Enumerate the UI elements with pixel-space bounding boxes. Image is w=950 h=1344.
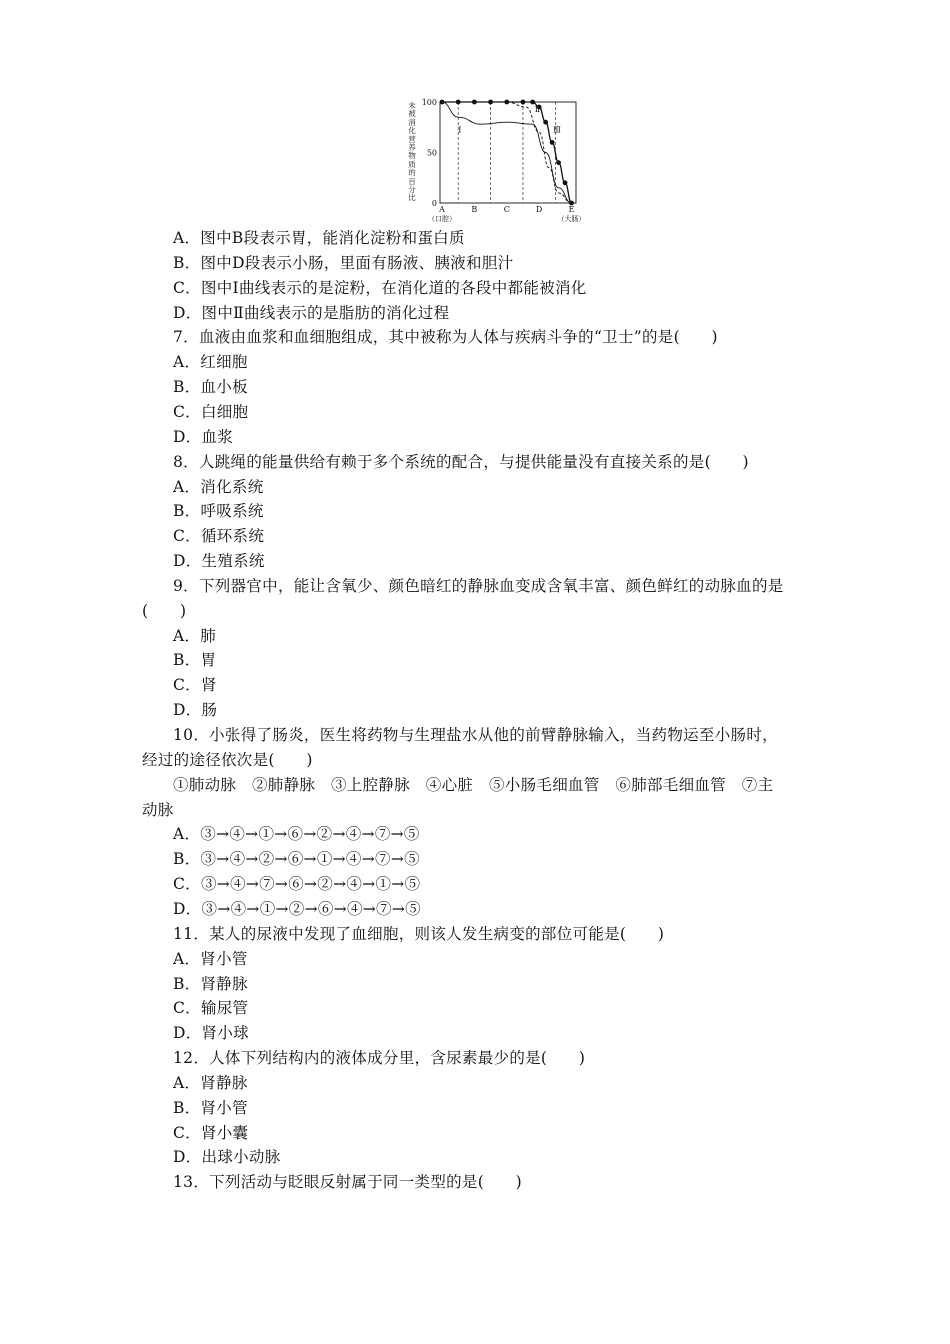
question-line: 11．某人的尿液中发现了血细胞，则该人发生病变的部位可能是( ) [173, 924, 665, 943]
digestion-chart [402, 94, 592, 226]
curve-1 [442, 102, 572, 203]
option-line: D．肾小球 [173, 1024, 249, 1043]
curve-3-point [550, 140, 555, 145]
option-line: B．血小板 [173, 378, 248, 397]
question-line: ①肺动脉 ②肺静脉 ③上腔静脉 ④心脏 ⑤小肠毛细血管 ⑥肺部毛细血管 ⑦主 [173, 775, 774, 794]
curve-3-point [563, 180, 568, 185]
option-line: D．生殖系统 [173, 552, 265, 571]
x-tick-label: D [535, 205, 543, 214]
option-line: B．肾静脉 [173, 974, 248, 993]
option-line: A．红细胞 [173, 353, 248, 372]
question-line: 10．小张得了肠炎，医生将药物与生理盐水从他的前臂静脉输入，当药物运至小肠时， [173, 726, 778, 744]
question-wrap-line: ( ) [142, 601, 187, 620]
option-line: B．③→④→②→⑥→①→④→⑦→⑤ [173, 850, 420, 869]
curve-3-point [456, 100, 461, 105]
question-line: 8．人跳绳的能量供给有赖于多个系统的配合，与提供能量没有直接关系的是( ) [173, 452, 749, 471]
y-tick-label: 0 [431, 199, 437, 208]
x-tick-label: A [439, 205, 445, 214]
question-wrap-line: 经过的途径依次是( ) [142, 750, 313, 769]
option-line: B．肾小管 [173, 1098, 248, 1117]
curve-3-point [543, 120, 548, 125]
curve-3-point [440, 100, 445, 105]
question-line: 9．下列器官中，能让含氧少、颜色暗红的静脉血变成含氧丰富、颜色鲜红的动脉血的是 [173, 576, 784, 595]
curve-label: Ⅱ [534, 105, 541, 115]
x-tick-label: C [503, 205, 510, 214]
x-tick-label: B [471, 205, 478, 214]
x-sub-label: （口腔） [428, 215, 456, 223]
curve-3-point [488, 100, 493, 105]
x-sub-label: （大肠） [557, 215, 586, 223]
figure-y-axis-label: 未被消化营养物质的百分比 [408, 101, 416, 203]
option-line: A．③→④→①→⑥→②→④→⑦→⑤ [173, 825, 420, 844]
curve-label: Ⅰ [458, 125, 462, 135]
option-line: C．输尿管 [173, 999, 249, 1018]
option-line: C．循环系统 [173, 527, 265, 546]
curve-3-point [556, 160, 561, 165]
option-line: D．血浆 [173, 427, 234, 446]
question-wrap-line: 动脉 [142, 800, 174, 819]
question-line: 12．人体下列结构内的液体成分里，含尿素最少的是( ) [173, 1049, 586, 1068]
curve-3-point [504, 100, 509, 105]
curve-3-point [521, 100, 526, 105]
option-line: C．白细胞 [173, 402, 249, 421]
option-line: D．③→④→①→②→⑥→④→⑦→⑤ [173, 899, 421, 918]
option-line: B．图中D段表示小肠，里面有肠液、胰液和胆汁 [173, 253, 514, 272]
curve-3-point [472, 100, 477, 105]
question-line: 7．血液由血浆和血细胞组成，其中被称为人体与疾病斗争的“卫士”的是( ) [173, 328, 718, 347]
y-tick-label: 100 [421, 98, 437, 107]
y-tick-label: 50 [426, 148, 437, 158]
axis-ticks [422, 98, 586, 223]
option-line: C．图中Ⅰ曲线表示的是淀粉，在消化道的各段中都能被消化 [173, 278, 587, 297]
option-line: A．肾静脉 [173, 1073, 248, 1092]
question-line: 13．下列活动与眨眼反射属于同一类型的是( ) [173, 1173, 523, 1192]
option-line: D．图中Ⅱ曲线表示的是脂肪的消化过程 [173, 303, 450, 322]
option-line: A．肾小管 [173, 949, 248, 968]
option-line: D．肠 [173, 701, 218, 720]
option-line: A．图中B段表示胃，能消化淀粉和蛋白质 [173, 229, 465, 247]
x-tick-label: E [568, 205, 575, 214]
curve-label: Ⅲ [553, 125, 561, 135]
option-line: C．肾 [173, 676, 217, 695]
option-line: C．③→④→⑦→⑥→②→④→①→⑤ [173, 875, 421, 894]
option-line: A．消化系统 [173, 477, 264, 496]
option-line: D．出球小动脉 [173, 1148, 281, 1167]
option-line: B．呼吸系统 [173, 502, 264, 521]
curves-layer [440, 100, 574, 206]
segment-dividers [458, 102, 555, 203]
option-line: B．胃 [173, 651, 217, 670]
option-line: A．肺 [173, 626, 217, 645]
curve-3-point [530, 100, 535, 105]
option-line: C．肾小囊 [173, 1123, 249, 1142]
